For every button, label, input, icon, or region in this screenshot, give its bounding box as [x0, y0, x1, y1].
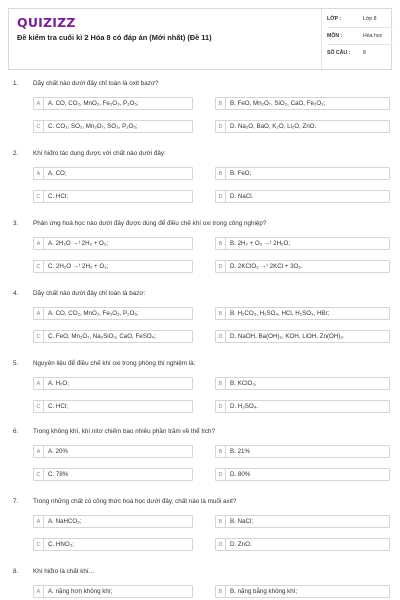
option-b[interactable]: B B. FeO;	[215, 167, 390, 180]
option-a[interactable]: A A. CO;	[33, 167, 193, 180]
question-number: 5.	[13, 360, 19, 367]
option-a[interactable]: A A. H₂O;	[33, 377, 193, 390]
option-d[interactable]: D D. Na₂O, BaO, K₂O, Li₂O, ZnO.	[215, 120, 390, 133]
option-d[interactable]: D D. H₂SO₄.	[215, 400, 390, 413]
option-c[interactable]: C C. CO₂, SO₂, Mn₂O₇, SO₃, P₂O₅;	[33, 120, 193, 133]
question-number: 1.	[13, 80, 19, 87]
option-b[interactable]: B B. NaCl;	[215, 515, 390, 528]
question-text: Khí hiđro là chất khí...	[33, 568, 94, 575]
option-c[interactable]: C C. HCl;	[33, 400, 193, 413]
question-number: 8.	[13, 568, 19, 575]
option-a[interactable]: A A. 2H₂O →ᵗ 2H₂ + O₂;	[33, 237, 193, 250]
option-c[interactable]: C C. FeO, Mn₂O₇, Na₂SiO₃, CaO, FeSO₄;	[33, 330, 193, 343]
option-a[interactable]: A A. CO, CO₂, MnO₂, Fe₂O₃, P₂O₅;	[33, 307, 193, 320]
option-c[interactable]: C C. 78%	[33, 468, 193, 481]
option-b[interactable]: B B. KClO₃;	[215, 377, 390, 390]
option-c[interactable]: C C. HCl;	[33, 190, 193, 203]
question-text: Trong những chất có công thức hoá học dưới đây, chất nào là muối axit?	[33, 498, 237, 505]
question-number: 2.	[13, 150, 19, 157]
question-text: Dãy chất nào dưới đây chỉ toàn là bazơ:	[33, 290, 146, 297]
option-a[interactable]: A A. nặng hơn không khí;	[33, 585, 193, 598]
option-d[interactable]: D D. NaOH, Ba(OH)₂, KOH, LiOH, Zn(OH)₂.	[215, 330, 390, 343]
option-d[interactable]: D D. 80%	[215, 468, 390, 481]
question-number: 4.	[13, 290, 19, 297]
option-b[interactable]: B B. nặng bằng không khí;	[215, 585, 390, 598]
option-a[interactable]: A A. CO, CO₂, MnO₂, Fe₂O₃, P₂O₅;	[33, 97, 193, 110]
option-d[interactable]: D D. NaCl.	[215, 190, 390, 203]
option-b[interactable]: B B. H₂CO₃, H₂SO₄, HCl, H₂SO₃, HBr;	[215, 307, 390, 320]
meta-value-grade: Lớp 8	[363, 16, 377, 22]
meta-divider	[321, 9, 322, 69]
question-text: Phản ứng hoá học nào dưới đây được dùng để điều chế khí oxi trong công nghiệp?	[33, 220, 267, 227]
question-text: Khí hiđro tác dụng được với chất nào dưới đây:	[33, 150, 166, 157]
option-b[interactable]: B B. 2H₂ + O₂ →ᵗ 2H₂O;	[215, 237, 390, 250]
option-c[interactable]: C C. 2H₂O →ᵗ 2H₂ + O₂;	[33, 260, 193, 273]
worksheet-header	[8, 8, 392, 70]
meta-value-count: 8	[363, 50, 366, 56]
question-number: 7.	[13, 498, 19, 505]
meta-label-subject: MÔN :	[327, 33, 343, 39]
meta-label-grade: LỚP :	[327, 16, 342, 22]
question-text: Dãy chất nào dưới đây chỉ toàn là oxit bazơ?	[33, 80, 159, 87]
meta-rule	[327, 44, 393, 45]
question-number: 6.	[13, 428, 19, 435]
question-text: Trong không khí, khí nitơ chiếm bao nhiêu phần trăm về thể tích?	[33, 428, 216, 435]
option-d[interactable]: D D. ZnO.	[215, 538, 390, 551]
option-d[interactable]: D D. 2KClO₃ →ᵗ 2KCl + 3O₂.	[215, 260, 390, 273]
quizizz-logo: QUIZIZZ	[17, 15, 76, 30]
option-a[interactable]: A A. 20%	[33, 445, 193, 458]
question-text: Nguyên liệu để điều chế khí oxi trong phòng thí nghiệm là:	[33, 360, 196, 367]
meta-rule	[327, 27, 393, 28]
meta-label-count: SỐ CÂU :	[327, 50, 351, 56]
worksheet-title: Đề kiểm tra cuối kì 2 Hóa 8 có đáp án (Mới nhất) (Đề 11)	[17, 33, 212, 42]
question-number: 3.	[13, 220, 19, 227]
option-b[interactable]: B B. 21%	[215, 445, 390, 458]
option-b[interactable]: B B. FeO, Mn₂O₇, SiO₂, CaO, Fe₂O₃;	[215, 97, 390, 110]
meta-value-subject: Hóa học	[363, 33, 383, 39]
option-a[interactable]: A A. NaHCO₃;	[33, 515, 193, 528]
option-c[interactable]: C C. HNO₃;	[33, 538, 193, 551]
